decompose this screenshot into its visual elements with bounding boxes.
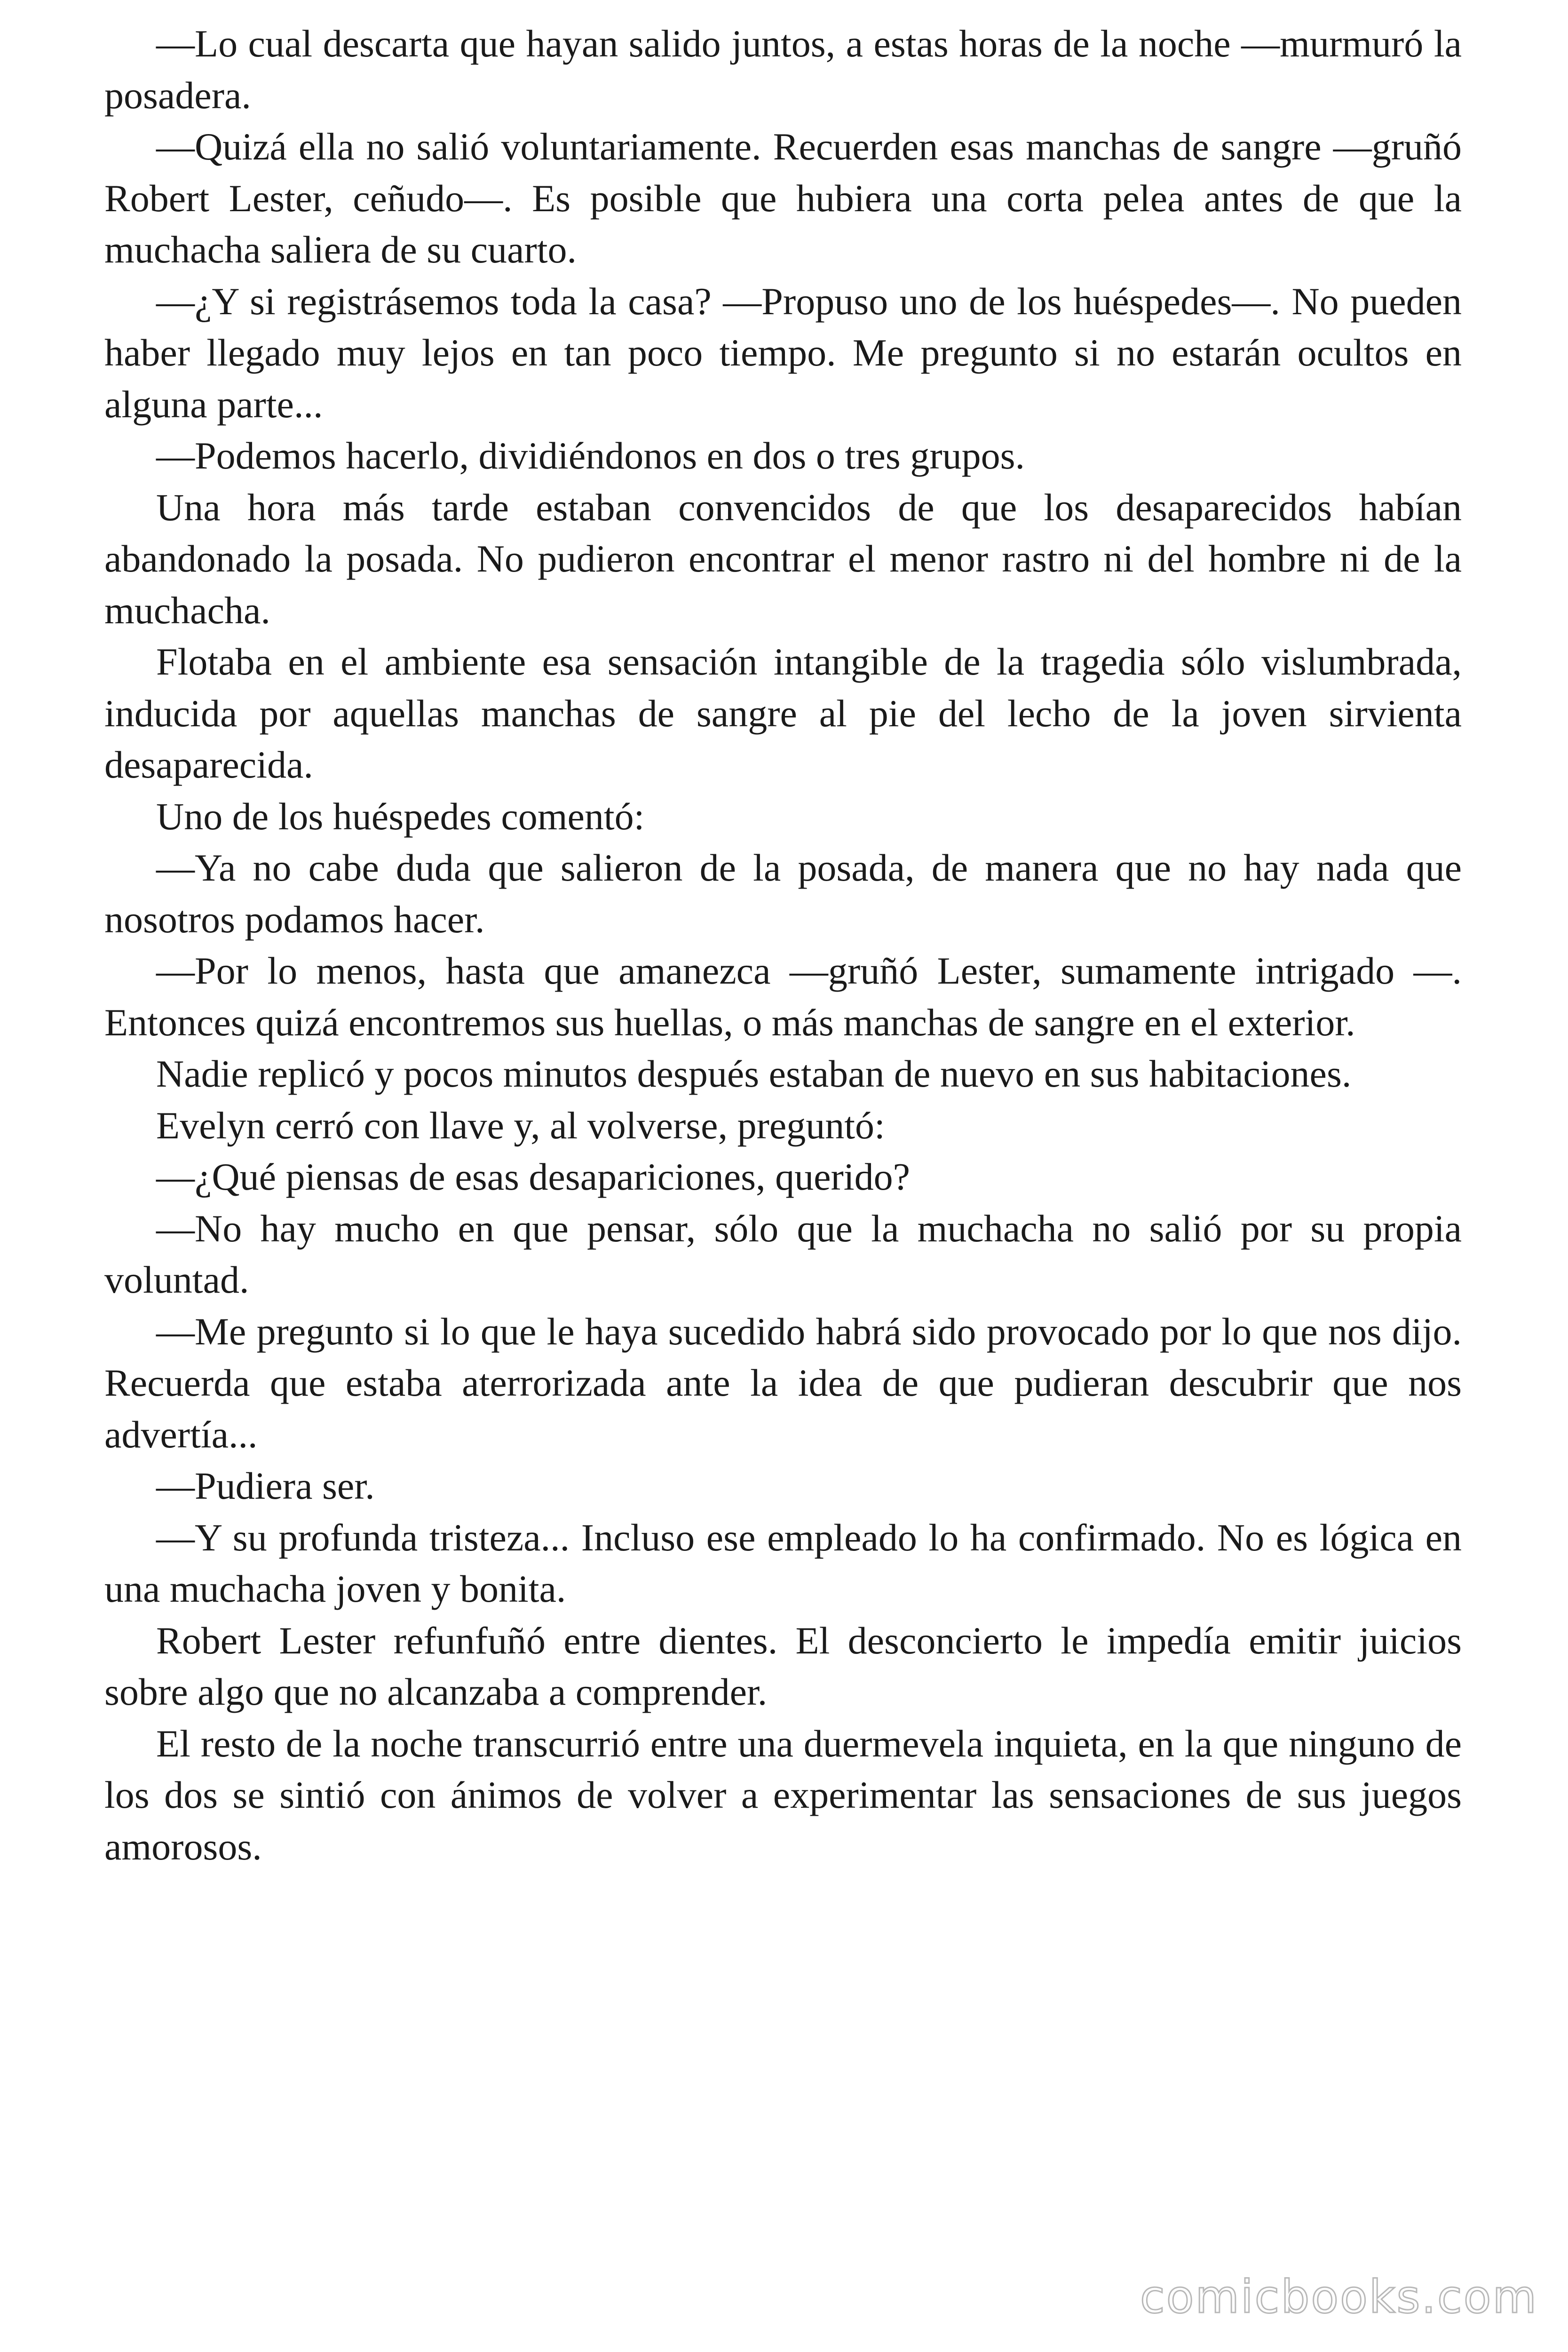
watermark: comicbooks.com: [1140, 2271, 1538, 2323]
paragraph-1: —Lo cual descarta que hayan salido juntos, a estas horas de la noche —murmuró la posadera.: [104, 22, 1462, 117]
paragraph-12: —¿Qué piensas de esas desapariciones, querido?: [156, 1155, 910, 1198]
paragraph-8: —Ya no cabe duda que salieron de la posada, de manera que no hay nada que nosotros podamos hacer.: [104, 846, 1462, 941]
paragraph-18: El resto de la noche transcurrió entre una duermevela inquieta, en la que ninguno de los dos se sintió con ánimos de volver a experimentar las sensaciones de sus juegos amorosos.: [104, 1722, 1462, 1868]
paragraph-16: —Y su profunda tristeza... Incluso ese empleado lo ha confirmado. No es lógica en una muchacha joven y bonita.: [104, 1516, 1462, 1610]
paragraph-6: Flotaba en el ambiente esa sensación intangible de la tragedia sólo vislumbrada, inducida por aquellas manchas de sangre al pie del lecho de la joven sirvienta desaparecida.: [104, 640, 1462, 786]
paragraph-14: —Me pregunto si lo que le haya sucedido habrá sido provocado por lo que nos dijo. Recuerda que estaba aterrorizada ante la idea de que pudieran descubrir que nos advertía...: [104, 1310, 1462, 1456]
paragraph-9: —Por lo menos, hasta que amanezca —gruñó Lester, sumamente intrigado —. Entonces quizá encontremos sus huellas, o más manchas de sangre en el exterior.: [104, 949, 1462, 1044]
paragraph-15: —Pudiera ser.: [156, 1464, 375, 1507]
paragraph-5: Una hora más tarde estaban convencidos de que los desaparecidos habían abandonado la posada. No pudieron encontrar el menor rastro ni del hombre ni de la muchacha.: [104, 485, 1462, 632]
paragraph-13: —No hay mucho en que pensar, sólo que la muchacha no salió por su propia voluntad.: [104, 1207, 1462, 1301]
paragraph-3: —¿Y si registrásemos toda la casa? —Propuso uno de los huéspedes—. No pueden haber llegado muy lejos en tan poco tiempo. Me pregunto si no estarán ocultos en alguna parte...: [104, 279, 1462, 426]
paragraph-10: Nadie replicó y pocos minutos después estaban de nuevo en sus habitaciones.: [156, 1052, 1352, 1095]
body-text: [104, 18, 1462, 1872]
paragraph-17: Robert Lester refunfuñó entre dientes. El desconcierto le impedía emitir juicios sobre algo que no alcanzaba a comprender.: [104, 1619, 1462, 1713]
paragraph-4: —Podemos hacerlo, dividiéndonos en dos o tres grupos.: [156, 434, 1025, 477]
paragraph-7: Uno de los huéspedes comentó:: [156, 795, 645, 838]
paragraph-2: —Quizá ella no salió voluntariamente. Recuerden esas manchas de sangre —gruñó Robert Lester, ceñudo—. Es posible que hubiera una corta pelea antes de que la muchacha saliera de su cuarto.: [104, 125, 1462, 271]
paragraph-11: Evelyn cerró con llave y, al volverse, preguntó:: [156, 1104, 885, 1147]
